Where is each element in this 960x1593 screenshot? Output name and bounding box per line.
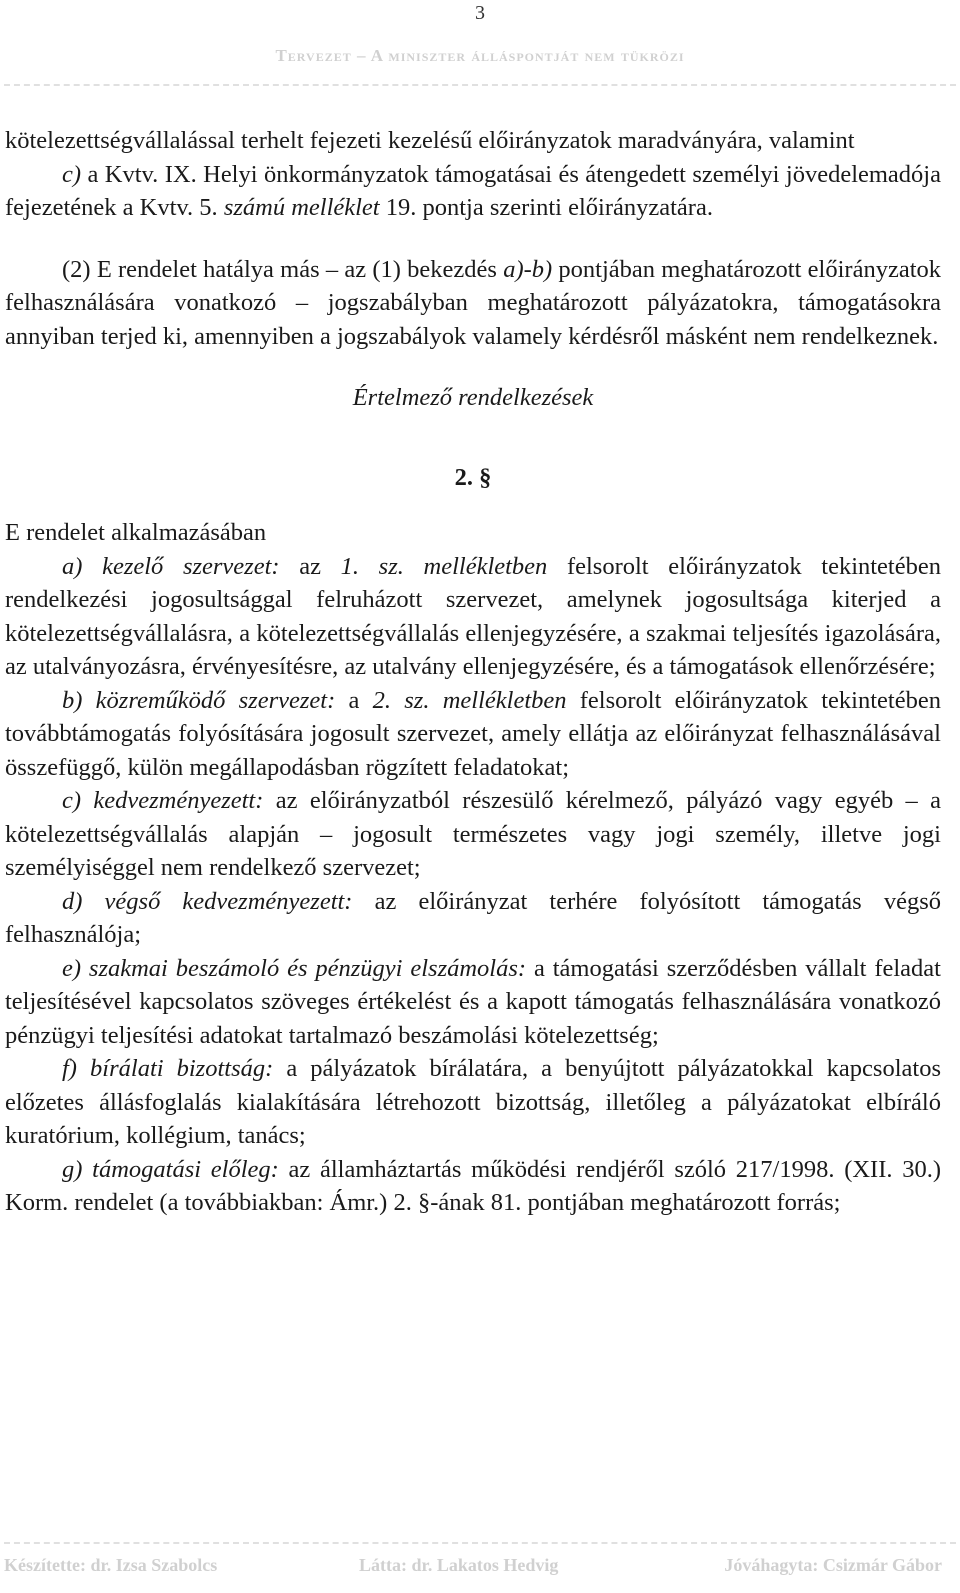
definition-term: f) bírálati bizottság:: [62, 1055, 274, 1082]
text: a Kvtv. IX. Helyi önkormányzatok támogatásai és átengedett személyi jövedelemadója fejezetének a Kvtv. 5.: [5, 160, 941, 221]
definition-text: felsorolt előirányzatok tekintetében továbbtámogatás folyósítására jogosult szervezet, amely ellátja az előirányzat felhasználásával összefüggő, külön megállapodásban rögzített feladatokat;: [5, 686, 941, 781]
definition-item: [5, 684, 941, 785]
definition-term: d) végső kedvezményezett:: [62, 887, 353, 915]
definition-text: a támogatási szerződésben vállalt feladat teljesítésével kapcsolatos szöveges értékelést és a kapott támogatás felhasználására vonatkozó pénzügyi teljesítési adatokat tartalmazó beszámolási kötelezettség;: [5, 954, 941, 1049]
paragraph-2: [5, 253, 941, 354]
definition-term: g) támogatási előleg:: [62, 1155, 279, 1183]
definitions-list: [5, 550, 941, 1220]
definition-text: felsorolt előirányzatok tekintetében rendelkezési jogosultsággal felruházott szervezet, amelynek jogosultsága kiterjed a kötelezettségvállalásra, a kötelezettségvállalás ellenjegyzésére, a szakmai teljesítés igazolására, az utalványozásra, érvényesítésre, az utalvány ellenjegyzésére, és a támogatások ellenőrzésére;: [5, 552, 941, 680]
footer: [4, 1555, 942, 1585]
definition-item: [5, 784, 941, 885]
text: (2) E rendelet hatálya más – az (1) bekezdés: [62, 255, 504, 283]
italic-text: számú melléklet: [223, 194, 380, 221]
definition-text: az: [279, 552, 341, 580]
definition-text: a: [335, 686, 373, 714]
item-label: c): [62, 160, 82, 188]
definition-term: b) közreműködő szervezet:: [62, 686, 336, 714]
section-title: [5, 381, 941, 415]
footer-approved: Jóváhagyta: Csizmár Gábor: [724, 1555, 942, 1575]
draft-watermark-header: Tervezet – A miniszter álláspontját nem tükrözi: [275, 46, 685, 65]
definition-text: 1. sz. mellékletben: [340, 552, 548, 580]
definition-text: az előirányzatból részesülő kérelmező, pályázó vagy egyéb – a kötelezettségvállalás alapján – jogosult természetes vagy jogi személy, illetve jogi személyiséggel nem rendelkező szervezet;: [5, 787, 941, 881]
definition-item: [5, 885, 941, 952]
definition-term: e) szakmai beszámoló és pénzügyi elszámolás:: [62, 954, 527, 982]
document-body: [5, 124, 941, 1220]
footer-divider: [4, 1542, 956, 1544]
italic-text: a)-b): [503, 255, 553, 283]
page-number: 3: [475, 2, 485, 24]
definition-item: [5, 952, 941, 1053]
definition-item: [5, 1153, 941, 1220]
definition-item: [5, 1052, 941, 1153]
paragraph-c: [5, 158, 941, 225]
definition-text: az államháztartás működési rendjéről szóló 217/1998. (XII. 30.) Korm. rendelet (a továbbiakban: Ámr.) 2. §-ának 81. pontjában meghatározott forrás;: [5, 1155, 941, 1216]
text: pontjában meghatározott előirányzatok felhasználására vonatkozó – jogszabályban meghatározott pályázatokra, támogatásokra annyiban terjed ki, amennyiben a jogszabályok valamely kérdésről másként nem rendelkeznek.: [5, 255, 941, 350]
definition-text: a pályázatok bírálatára, a benyújtott pályázatokkal kapcsolatos előzetes állásfoglalás kialakítására létrehozott bizottság, illetőleg a pályázatokat elbíráló kuratórium, kollégium, tanács;: [5, 1055, 941, 1149]
definition-term: c) kedvezményezett:: [62, 787, 264, 814]
header-divider: [4, 84, 956, 86]
section-intro: E rendelet alkalmazásában: [5, 519, 267, 546]
definition-item: [5, 550, 941, 684]
section-number: 2. §: [454, 463, 492, 491]
definition-term: a) kezelő szervezet:: [62, 552, 280, 580]
definition-text: 2. sz. mellékletben: [372, 686, 567, 714]
section-title-text: Értelmező rendelkezések: [352, 384, 594, 411]
definition-text: az előirányzat terhére folyósított támogatás végső felhasználója;: [5, 887, 941, 948]
footer-prepared: Készítette: dr. Izsa Szabolcs: [4, 1555, 218, 1575]
footer-seen: Látta: dr. Lakatos Hedvig: [359, 1555, 559, 1575]
text: 19. pontja szerinti előirányzatára.: [379, 194, 713, 221]
paragraph-1: kötelezettségvállalással terhelt fejezeti kezelésű előirányzatok maradványára, valamint: [5, 127, 855, 154]
